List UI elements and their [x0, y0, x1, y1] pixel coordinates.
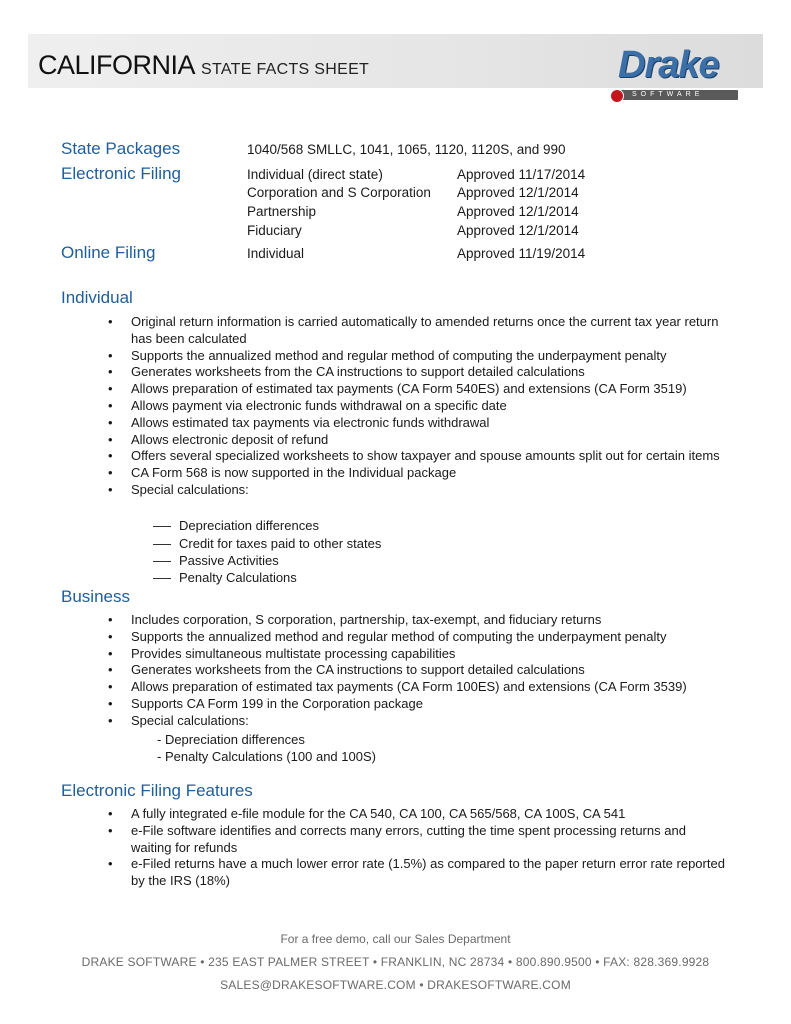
special-calc-item	[153, 553, 279, 568]
state-packages-label: State Packages	[61, 139, 181, 158]
list-item: • e-Filed returns have a much lower error rate (1.5%) as compared to the paper return error rate reported by the IRS (18%)	[108, 856, 728, 890]
special-calc-item	[153, 536, 381, 551]
business-special-calc-item: - Penalty Calculations (100 and 100S)	[157, 749, 376, 764]
individual-heading: Individual	[61, 288, 133, 307]
online-filing-status: Approved 11/19/2014	[457, 246, 586, 261]
efile-status: Approved 12/1/2014	[457, 223, 579, 238]
logo-tagline-bar	[614, 90, 738, 100]
efile-status: Approved 12/1/2014	[457, 185, 579, 200]
state-packages-value: 1040/568 SMLLC, 1041, 1065, 1120, 1120S, and 990	[247, 142, 566, 157]
efile-features-heading: Electronic Filing Features	[61, 781, 253, 800]
logo-wordmark: Drake	[618, 44, 719, 86]
list-item: • Generates worksheets from the CA instructions to support detailed calculations	[108, 662, 728, 679]
list-item: • Supports the annualized method and regular method of computing the underpayment penalty	[108, 629, 728, 646]
efile-status: Approved 12/1/2014	[457, 204, 579, 219]
list-item: • Special calculations:	[108, 713, 728, 730]
business-bullet-list	[108, 612, 728, 730]
dash-icon	[153, 526, 171, 527]
list-item: • Special calculations:	[108, 482, 728, 499]
list-item: • Allows payment via electronic funds withdrawal on a specific date	[108, 398, 728, 415]
individual-bullet-list	[108, 314, 728, 499]
efile-type: Partnership	[247, 204, 317, 219]
footer-contact-line: SALES@DRAKESOFTWARE.COM • DRAKESOFTWARE.COM	[220, 978, 571, 992]
dash-icon	[153, 561, 171, 562]
list-item: • Allows electronic deposit of refund	[108, 432, 728, 449]
efile-type: Fiduciary	[247, 223, 302, 238]
special-calc-item	[153, 518, 319, 533]
list-item: • e-File software identifies and corrects many errors, cutting the time spent processing returns and waiting for refunds	[108, 823, 728, 857]
online-filing-type: Individual	[247, 246, 305, 261]
special-calc-text: Depreciation differences	[179, 518, 319, 533]
title-subtitle: STATE FACTS SHEET	[201, 61, 370, 78]
list-item: • Provides simultaneous multistate processing capabilities	[108, 646, 728, 663]
list-item: • Original return information is carried automatically to amended returns once the current tax year return has been calculated	[108, 314, 728, 348]
logo-tagline: SOFTWARE	[632, 91, 704, 98]
list-item: • Generates worksheets from the CA instructions to support detailed calculations	[108, 364, 728, 381]
business-heading: Business	[61, 587, 130, 606]
drake-logo	[606, 42, 740, 104]
efile-features-bullet-list	[108, 806, 728, 890]
dash-icon	[153, 544, 171, 545]
footer-demo-line: For a free demo, call our Sales Department	[280, 932, 511, 946]
special-calc-text: Penalty Calculations	[179, 570, 297, 585]
list-item: • Allows preparation of estimated tax payments (CA Form 540ES) and extensions (CA Form 3519)	[108, 381, 728, 398]
efile-status: Approved 11/17/2014	[457, 167, 586, 182]
list-item: • Allows estimated tax payments via electronic funds withdrawal	[108, 415, 728, 432]
list-item: • Supports CA Form 199 in the Corporation package	[108, 696, 728, 713]
list-item: • A fully integrated e-file module for the CA 540, CA 100, CA 565/568, CA 100S, CA 541	[108, 806, 728, 823]
special-calc-text: Passive Activities	[179, 553, 279, 568]
page-title	[38, 50, 369, 81]
footer-address-line: DRAKE SOFTWARE • 235 EAST PALMER STREET • FRANKLIN, NC 28734 • 800.890.9500 • FAX: 828.369.9928	[81, 955, 710, 969]
special-calc-text: Credit for taxes paid to other states	[179, 536, 382, 551]
special-calc-item	[153, 570, 297, 585]
list-item: • CA Form 568 is now supported in the Individual package	[108, 465, 728, 482]
online-filing-label: Online Filing	[61, 243, 156, 262]
dash-icon	[153, 578, 171, 579]
efile-type: Individual (direct state)	[247, 167, 383, 182]
logo-red-dot-icon	[610, 89, 624, 103]
list-item: • Includes corporation, S corporation, partnership, tax-exempt, and fiduciary returns	[108, 612, 728, 629]
electronic-filing-label: Electronic Filing	[61, 164, 181, 183]
list-item: • Offers several specialized worksheets to show taxpayer and spouse amounts split out for certain items	[108, 448, 728, 465]
list-item: • Supports the annualized method and regular method of computing the underpayment penalty	[108, 348, 728, 365]
business-special-calc-item: - Depreciation differences	[157, 732, 305, 747]
efile-type: Corporation and S Corporation	[247, 185, 431, 200]
title-state: CALIFORNIA	[38, 50, 196, 80]
list-item: • Allows preparation of estimated tax payments (CA Form 100ES) and extensions (CA Form 3539)	[108, 679, 728, 696]
